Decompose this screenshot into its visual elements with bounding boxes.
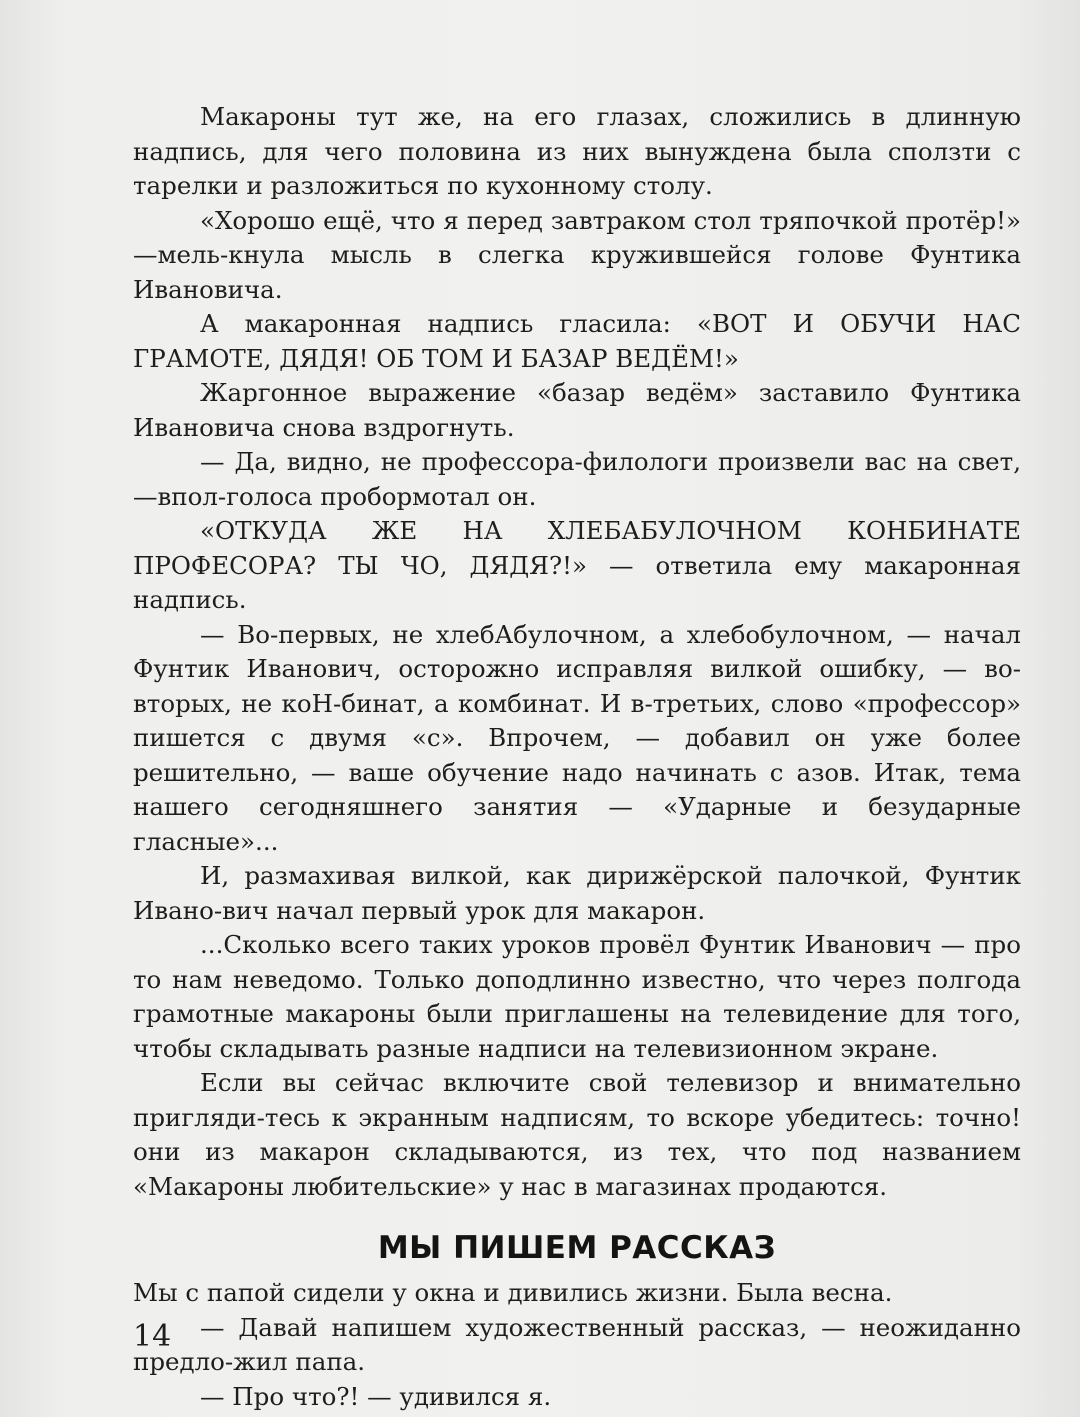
text-column [133,100,1021,1414]
paragraph: Мы с папой сидели у окна и дивились жизни. Была весна. [133,1278,893,1307]
paragraph: «ОТКУДА ЖЕ НА ХЛЕБАБУЛОЧНОМ КОНБИНАТЕ ПРОФЕСОРА? ТЫ ЧО, ДЯДЯ?!» — ответила ему макаронная надпись. [133,516,1021,614]
paragraph: «Хорошо ещё, что я перед завтраком стол тряпочкой протёр!» —мель-кнула мысль в слегка кружившейся голове Фунтика Ивановича. [133,205,1021,304]
paragraph: — Давай напишем художественный рассказ, — неожиданно предло-жил папа. [133,1312,1021,1376]
paragraph: — Да, видно, не профессора-филологи произвели вас на свет, —впол-голоса пробормотал он. [133,447,1021,511]
paragraph: — Во-первых, не хлебАбулочном, а хлебобулочном, — начал Фунтик Иванович, осторожно исправляя вилкой ошибку, — во-вторых, не коН-бинат, а комбинат. И в-третьих, слово «профессор» пишется с двумя «с». Впрочем, — добавил он уже более решительно, — ваше обучение надо начинать с азов. Итак, тема нашего сегодняшнего занятия — «Ударные и безударные гласные»... [133,619,1021,856]
paragraph: Макароны тут же, на его глазах, сложились в длинную надпись, для чего половина из них вынуждена была сползти с тарелки и разложиться по кухонному столу. [133,102,1021,200]
page-number: 14 [133,1319,172,1354]
paragraph: ...Сколько всего таких уроков провёл Фунтик Иванович — про то нам неведомо. Только доподлинно известно, что через полгода грамотные макароны были приглашены на телевидение для того, чтобы складывать разные надписи на телевизионном экране. [133,930,1021,1063]
paragraph: И, размахивая вилкой, как дирижёрской палочкой, Фунтик Ивано-вич начал первый урок для макарон. [133,861,1021,925]
paragraph: — Про что?! — удивился я. [200,1381,552,1411]
paragraph: А макаронная надпись гласила: «ВОТ И ОБУЧИ НАС ГРАМОТЕ, ДЯДЯ! ОБ ТОМ И БАЗАР ВЕДЁМ!» [133,309,1021,373]
paragraph: Жаргонное выражение «базар ведём» заставило Фунтика Ивановича снова вздрогнуть. [133,378,1021,442]
paragraph: Если вы сейчас включите свой телевизор и внимательно пригляди-тесь к экранным надписям, то вскоре убедитесь: точно! они из макарон складываются, из тех, что под названием «Макароны любительские» у нас в магазинах продаются. [133,1068,1021,1201]
chapter-title: МЫ ПИШЕМ РАССКАЗ [377,1230,777,1266]
